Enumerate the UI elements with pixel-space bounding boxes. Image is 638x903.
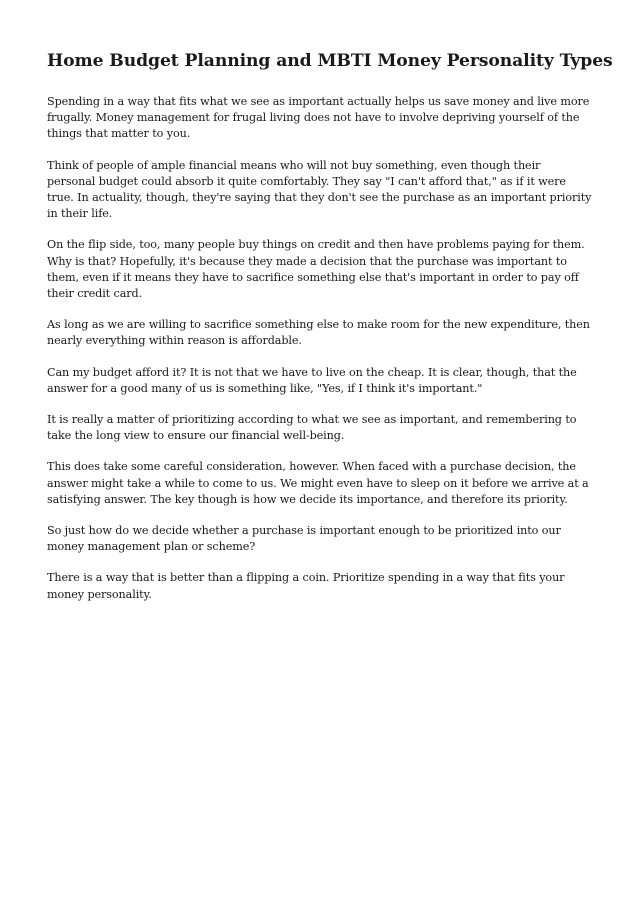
paragraph-6: It is really a matter of prioritizing according to what we see as important, and remembering to take the long view to ensure our financial well-being. <box>47 413 577 443</box>
paragraph-7: This does take some careful consideration, however. When faced with a purchase decision, the answer might take a while to come to us. We might even have to sleep on it before we arrive at a satisfying answer. The key though is how we decide its importance, and therefore its priority. <box>47 460 589 506</box>
paragraph-9: There is a way that is better than a flipping a coin. Prioritize spending in a way that fits your money personality. <box>47 571 565 601</box>
paragraph-4: As long as we are willing to sacrifice something else to make room for the new expenditure, then nearly everything within reason is affordable. <box>47 318 590 348</box>
paragraph-1: Spending in a way that fits what we see as important actually helps us save money and live more frugally. Money management for frugal living does not have to involve depriving yourself of the things that matter to you. <box>47 95 590 141</box>
paragraph-2: Think of people of ample financial means who will not buy something, even though their personal budget could absorb it quite comfortably. They say "I can't afford that," as if it were true. In actuality, though, they're saying that they don't see the purchase as an important priority in their life. <box>47 158 592 221</box>
paragraph-5: Can my budget afford it? It is not that we have to live on the cheap. It is clear, though, that the answer for a good many of us is something like, "Yes, if I think it's important." <box>47 365 577 395</box>
paragraph-3: On the flip side, too, many people buy things on credit and then have problems paying for them. Why is that? Hopefully, it's because they made a decision that the purchase was important to them, even if it means they have to sacrifice something else that's important in order to pay off their credit card. <box>47 238 585 301</box>
paragraph-8: So just how do we decide whether a purchase is important enough to be prioritized into our money management plan or scheme? <box>47 524 561 554</box>
document-title: Home Budget Planning and MBTI Money Personality Types <box>47 51 613 71</box>
